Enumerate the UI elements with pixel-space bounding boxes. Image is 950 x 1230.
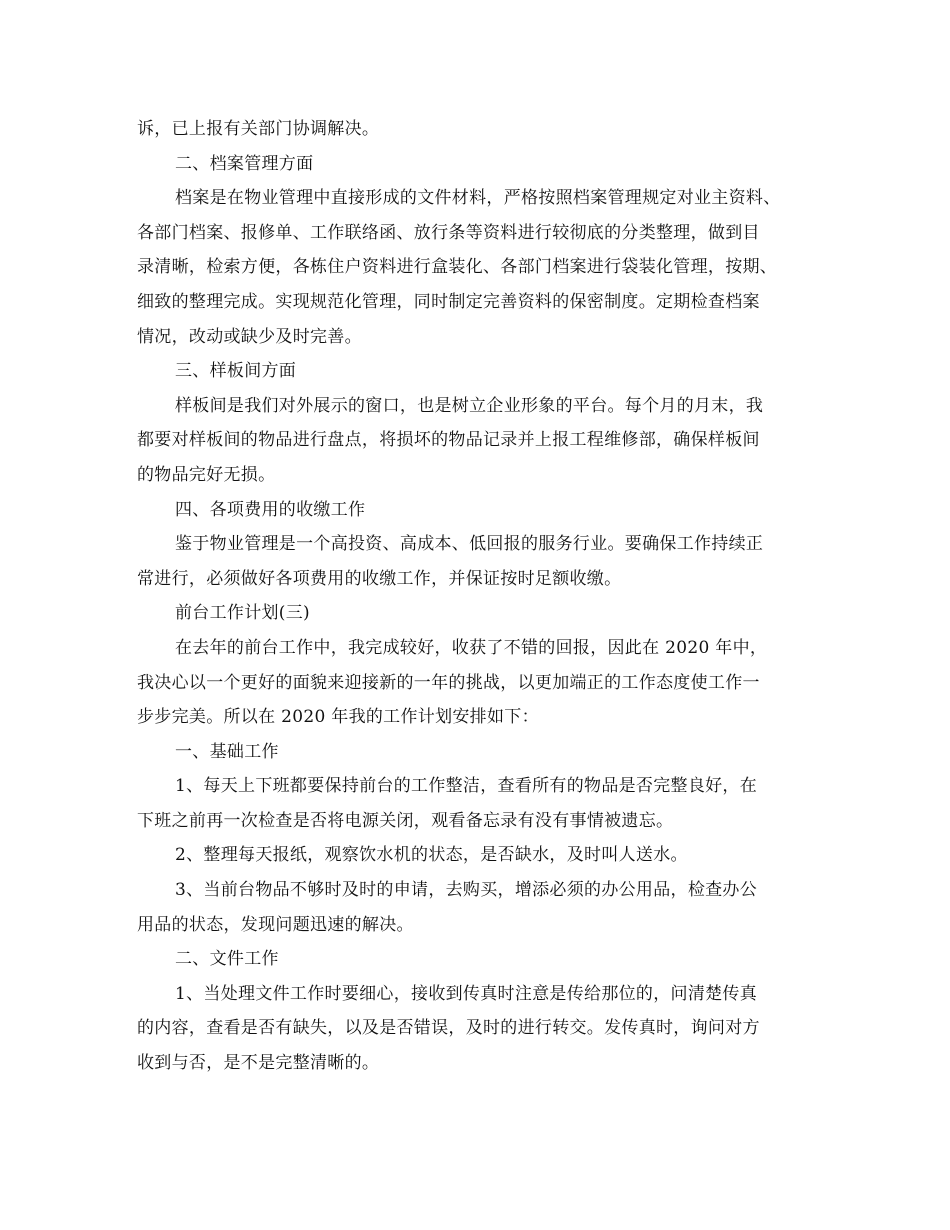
text-line: 3、当前台物品不够时及时的申请，去购买，增添必须的办公用品，检查办公 [175,880,758,901]
text-line: 档案是在物业管理中直接形成的文件材料，严格按照档案管理规定对业主资料、 [175,188,781,209]
text-line: 都要对样板间的物品进行盘点，将损坏的物品记录并上报工程维修部，确保样板间 [137,430,760,451]
text-line: 的内容，查看是否有缺失，以及是否错误，及时的进行转交。发传真时，询问对方 [137,1018,760,1039]
text-line: 诉，已上报有关部门协调解决。 [137,119,380,139]
section-heading: 二、档案管理方面 [175,153,314,174]
text-line: 的物品完好无损。 [137,464,276,485]
text-line: 情况，改动或缺少及时完善。 [137,326,362,347]
text-line: 细致的整理完成。实现规范化管理，同时制定完善资料的保密制度。定期检查档案 [137,291,760,312]
text-line: 用品的状态，发现问题迅速的解决。 [137,914,414,935]
text-line: 鉴于物业管理是一个高投资、高成本、低回报的服务行业。要确保工作持续正 [175,534,764,555]
text-line: 常进行，必须做好各项费用的收缴工作，并保证按时足额收缴。 [137,568,622,589]
text-line: 录清晰，检索方便，各栋住户资料进行盒装化、各部门档案进行袋装化管理，按期、 [137,257,778,278]
text-line: 在去年的前台工作中，我完成较好，收获了不错的回报，因此在 2020 年中， [175,637,768,658]
text-line: 下班之前再一次检查是否将电源关闭，观看备忘录有没有事情被遗忘。 [137,810,674,831]
text-line: 2、整理每天报纸，观察饮水机的状态，是否缺水，及时叫人送水。 [175,845,688,866]
text-line: 我决心以一个更好的面貌来迎接新的一年的挑战，以更加端正的工作态度使工作一 [137,672,760,693]
section-heading: 三、样板间方面 [175,361,297,382]
text-line: 收到与否，是不是完整清晰的。 [137,1053,380,1074]
section-heading: 一、基础工作 [175,741,279,762]
document-body [137,112,827,1081]
text-line: 各部门档案、报修单、工作联络函、放行条等资料进行较彻底的分类整理，做到目 [137,222,760,243]
text-line: 1、每天上下班都要保持前台的工作整洁，查看所有的物品是否完整良好，在 [175,776,758,797]
section-heading: 四、各项费用的收缴工作 [175,499,366,520]
text-line: 步步完美。所以在 2020 年我的工作计划安排如下： [137,707,539,728]
text-line: 1、当处理文件工作时要细心，接收到传真时注意是传给那位的，问清楚传真 [175,983,758,1004]
section-heading: 前台工作计划(三) [175,603,310,624]
section-heading: 二、文件工作 [175,949,279,970]
text-line: 样板间是我们对外展示的窗口，也是树立企业形象的平台。每个月的月末，我 [175,395,764,416]
